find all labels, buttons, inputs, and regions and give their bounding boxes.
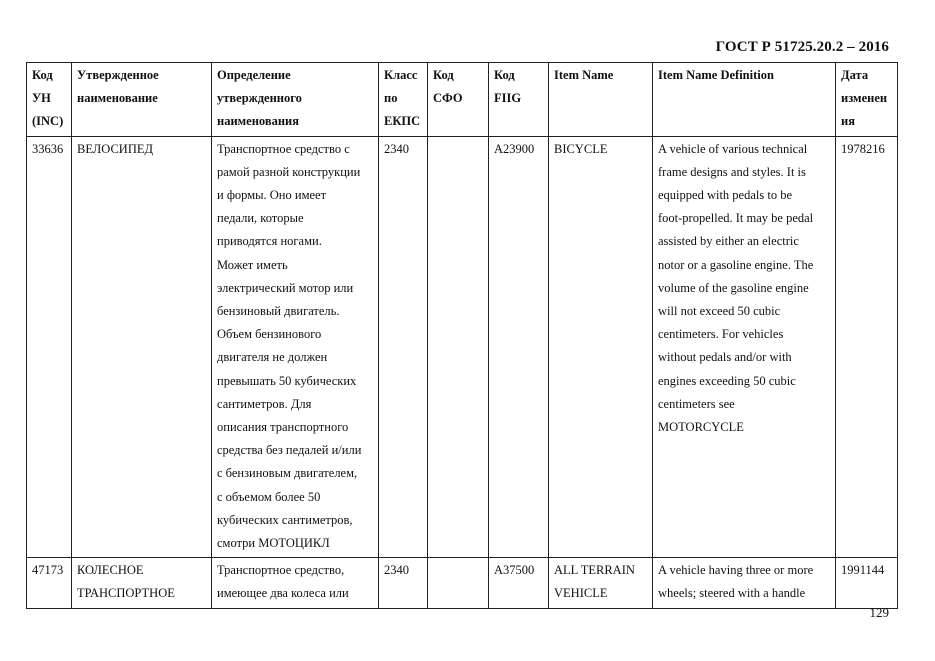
cell-fiig-code: A37500 xyxy=(489,558,549,608)
cell-sfo-code xyxy=(428,136,489,558)
column-header-fiig-code: Код FIIG xyxy=(489,63,549,137)
cell-definition: Транспортное средство с рамой разной конструкции и формы. Оно имеет педали, которые приводятся ногами. Может иметь электрический мотор или бензиновый двигатель. Объем бензинового двигателя не должен превышать 50 кубических сантиметров. Для описания транспортного средства без педалей и/или с бензиновым двигателем, с объемом более 50 кубических сантиметров, смотри МОТОЦИКЛ xyxy=(212,136,379,558)
cell-inc: 33636 xyxy=(27,136,72,558)
table-row xyxy=(27,136,898,558)
cell-item-name-definition: A vehicle of various technical frame designs and styles. It is equipped with pedals to be foot-propelled. It may be pedal assisted by either an electric notor or a gasoline engine. The volume of the gasoline engine will not exceed 50 cubic centimeters. For vehicles without pedals and/or with engines exceeding 50 cubic centimeters see MOTORCYCLE xyxy=(653,136,836,558)
cell-definition: Транспортное средство, имеющее два колеса или xyxy=(212,558,379,608)
cell-change-date: 1991144 xyxy=(836,558,898,608)
column-header-inc: Код УН (INC) xyxy=(27,63,72,137)
cell-item-name: BICYCLE xyxy=(549,136,653,558)
cell-fiig-code: A23900 xyxy=(489,136,549,558)
cell-change-date: 1978216 xyxy=(836,136,898,558)
column-header-definition: Определение утвержденного наименования xyxy=(212,63,379,137)
column-header-ekps-class: Класс по ЕКПС xyxy=(379,63,428,137)
document-standard-header: ГОСТ Р 51725.20.2 – 2016 xyxy=(715,39,889,55)
cell-approved-name: КОЛЕСНОЕ ТРАНСПОРТНОЕ xyxy=(72,558,212,608)
cell-ekps-class: 2340 xyxy=(379,558,428,608)
column-header-item-name-definition: Item Name Definition xyxy=(653,63,836,137)
cell-ekps-class: 2340 xyxy=(379,136,428,558)
column-header-sfo-code: Код СФО xyxy=(428,63,489,137)
table-header-row xyxy=(27,63,898,137)
page-number: 129 xyxy=(869,605,889,620)
column-header-approved-name: Утвержденное наименование xyxy=(72,63,212,137)
cell-sfo-code xyxy=(428,558,489,608)
cell-approved-name: ВЕЛОСИПЕД xyxy=(72,136,212,558)
classification-table xyxy=(26,62,898,609)
table-row xyxy=(27,558,898,608)
column-header-change-date: Дата изменен ия xyxy=(836,63,898,137)
cell-item-name-definition: A vehicle having three or more wheels; steered with a handle xyxy=(653,558,836,608)
cell-item-name: ALL TERRAIN VEHICLE xyxy=(549,558,653,608)
column-header-item-name: Item Name xyxy=(549,63,653,137)
cell-inc: 47173 xyxy=(27,558,72,608)
